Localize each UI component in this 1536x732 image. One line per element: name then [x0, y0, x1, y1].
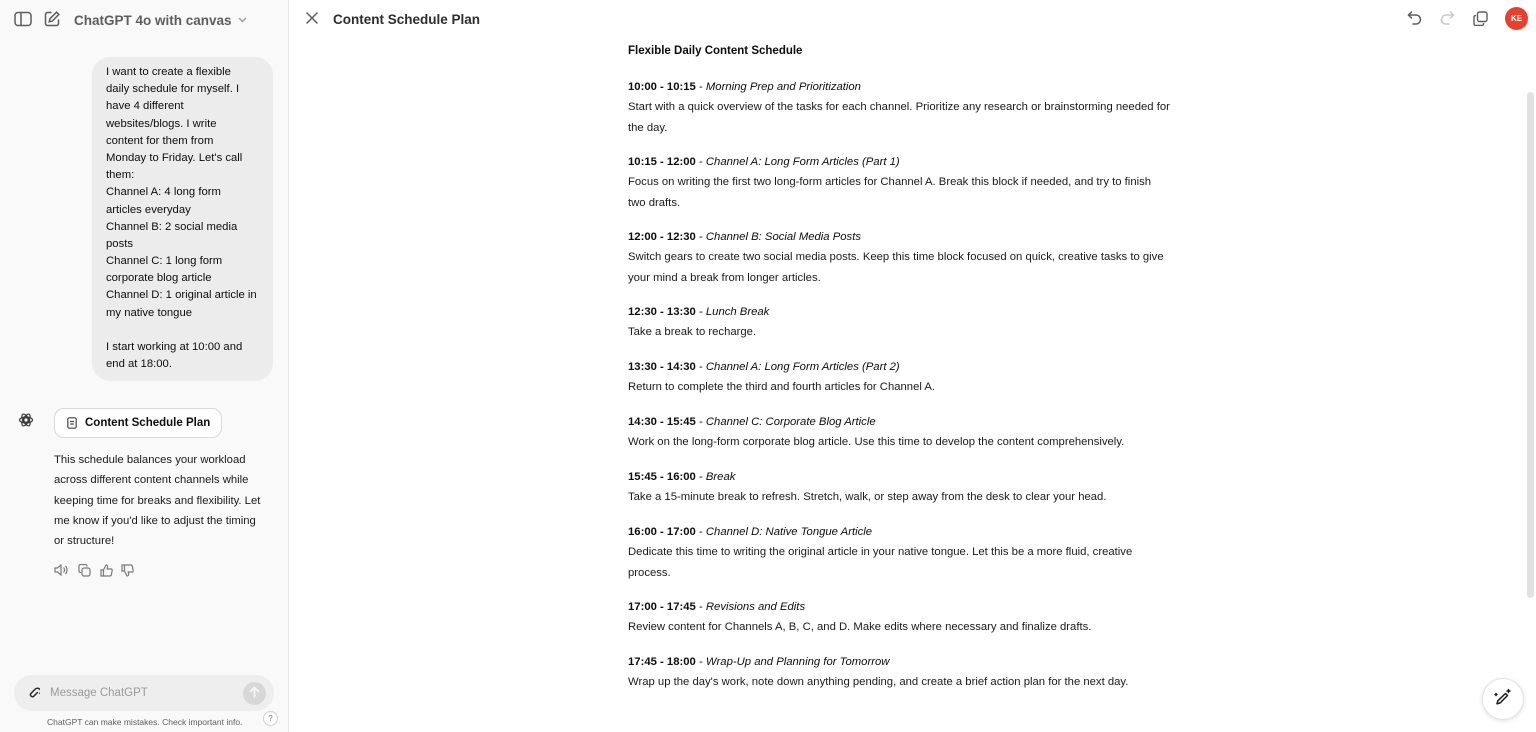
schedule-separator: - [695, 656, 706, 668]
user-message-line: them: [106, 169, 135, 182]
schedule-description [628, 247, 1208, 288]
schedule-block-heading [628, 414, 1208, 430]
schedule-block-heading [628, 469, 1208, 485]
schedule-title: Channel A: Long Form Articles (Part 2) [705, 361, 900, 373]
schedule-time: 10:00 - 10:15 [628, 81, 696, 93]
schedule-block-heading [628, 359, 1208, 375]
schedule-block-heading [628, 304, 1208, 320]
message-input[interactable] [50, 683, 230, 703]
schedule-block-heading [628, 229, 1208, 245]
schedule-separator: - [695, 601, 706, 613]
schedule-block [628, 154, 1208, 213]
schedule-block [628, 469, 1208, 508]
schedule-description-line: two drafts. [628, 196, 681, 209]
schedule-title: Channel A: Long Form Articles (Part 1) [705, 156, 900, 168]
user-message-line: corporate blog article [106, 272, 212, 285]
schedule-description [628, 617, 1208, 638]
schedule-description-line: the day. [628, 121, 668, 134]
schedule-title: Break [705, 471, 736, 483]
user-message-line: my native tongue [106, 306, 193, 319]
schedule-block-heading [628, 654, 1208, 670]
schedule-time: 17:00 - 17:45 [628, 601, 696, 613]
schedule-description-line: Focus on writing the first two long-form articles for Channel A. Break this block if needed, and try to finish [628, 176, 1152, 188]
thumbs-up-icon[interactable] [98, 562, 114, 578]
schedule-description-line: Switch gears to create two social media posts. Keep this time block focused on quick, creative tasks to give [628, 251, 1164, 263]
schedule-block-heading [628, 524, 1208, 540]
schedule-description-line: process. [628, 566, 671, 579]
schedule-block [628, 304, 1208, 343]
user-message-line: Channel A: 4 long form [106, 186, 221, 199]
undo-icon[interactable] [1405, 9, 1423, 27]
document-heading: Flexible Daily Content Schedule [628, 45, 803, 57]
schedule-block [628, 414, 1208, 453]
copy-icon[interactable] [76, 562, 92, 578]
schedule-description-line: Start with a quick overview of the tasks for each channel. Prioritize any research or brainstorming needed for [628, 101, 1170, 113]
schedule-title: Morning Prep and Prioritization [705, 81, 861, 93]
schedule-description [628, 172, 1208, 213]
schedule-block-heading [628, 79, 1208, 95]
pane-divider[interactable] [288, 0, 289, 732]
scrollbar[interactable] [1527, 92, 1534, 598]
schedule-description-line: Take a 15-minute break to refresh. Stretch, walk, or step away from the desk to clear your head. [628, 491, 1107, 503]
help-button[interactable]: ? [263, 711, 278, 726]
thumbs-down-icon[interactable] [119, 562, 135, 578]
user-message-line: I want to create a flexible [106, 66, 231, 78]
schedule-description-line: Work on the long-form corporate blog article. Use this time to develop the content comprehensively. [628, 436, 1125, 448]
schedule-description-line: Review content for Channels A, B, C, and D. Make edits where necessary and finalize drafts. [628, 621, 1092, 633]
paperclip-icon[interactable] [26, 684, 42, 702]
schedule-block [628, 654, 1208, 693]
pencil-sparkle-icon [1494, 688, 1512, 711]
schedule-time: 16:00 - 17:00 [628, 526, 696, 538]
schedule-time: 10:15 - 12:00 [628, 156, 696, 168]
schedule-description-line: your mind a break from longer articles. [628, 271, 821, 284]
user-message-line: end at 18:00. [106, 358, 172, 371]
schedule-time: 12:00 - 12:30 [628, 231, 696, 243]
schedule-separator: - [695, 471, 706, 483]
assistant-message [54, 450, 276, 551]
schedule-description-line: Return to complete the third and fourth articles for Channel A. [628, 381, 936, 393]
schedule-separator: - [695, 526, 706, 538]
user-message-line: I start working at 10:00 and [106, 341, 243, 353]
schedule-block [628, 229, 1208, 288]
user-message-line: Channel B: 2 social media [106, 220, 238, 233]
schedule-description-line: Dedicate this time to writing the original article in your native tongue. Let this be a more fluid, creative [628, 546, 1133, 558]
schedule-separator: - [695, 81, 706, 93]
schedule-time: 17:45 - 18:00 [628, 656, 696, 668]
open-canvas-button[interactable] [54, 408, 222, 438]
schedule-separator: - [695, 231, 706, 243]
close-icon[interactable] [304, 10, 320, 26]
user-message-line: posts [106, 237, 134, 250]
canvas-title: Content Schedule Plan [333, 12, 481, 27]
arrow-up-icon [249, 685, 260, 703]
schedule-block-heading [628, 154, 1208, 170]
schedule-description-line: Take a break to recharge. [628, 326, 757, 338]
schedule-title: Channel C: Corporate Blog Article [705, 416, 876, 428]
schedule-description [628, 432, 1208, 453]
schedule-block-heading [628, 599, 1208, 615]
schedule-separator: - [695, 306, 706, 318]
new-chat-icon[interactable] [41, 8, 63, 30]
user-message-line: Monday to Friday. Let's call [106, 151, 243, 164]
versions-icon[interactable] [1471, 9, 1489, 27]
sidebar-toggle-icon[interactable] [12, 9, 34, 29]
assistant-message-line: This schedule balances your workload [54, 454, 246, 466]
schedule-title: Channel B: Social Media Posts [705, 231, 861, 243]
schedule-separator: - [695, 416, 706, 428]
disclaimer: ChatGPT can make mistakes. Check important info. [47, 717, 243, 727]
avatar[interactable]: KE [1505, 7, 1528, 30]
schedule-description [628, 322, 1208, 343]
schedule-description [628, 97, 1208, 138]
schedule-time: 12:30 - 13:30 [628, 306, 696, 318]
schedule-title: Channel D: Native Tongue Article [705, 526, 873, 538]
composer [14, 675, 274, 711]
model-selector[interactable] [74, 11, 247, 29]
schedule-time: 15:45 - 16:00 [628, 471, 696, 483]
user-message-line [106, 322, 261, 339]
canvas-chip-label: Content Schedule Plan [85, 417, 211, 429]
assistant-message-line: across different content channels while [54, 474, 249, 487]
schedule-time: 13:30 - 14:30 [628, 361, 696, 373]
user-message-line: Channel C: 1 long form [106, 255, 223, 268]
schedule-block [628, 359, 1208, 398]
user-message-line: websites/blogs. I write [106, 117, 217, 130]
schedule-time: 14:30 - 15:45 [628, 416, 696, 428]
speaker-icon[interactable] [53, 562, 69, 578]
schedule-block [628, 599, 1208, 638]
schedule-block [628, 524, 1208, 583]
schedule-separator: - [695, 361, 706, 373]
schedule-description-line: Wrap up the day's work, note down anything pending, and create a brief action plan for the next day. [628, 676, 1129, 688]
schedule-title: Revisions and Edits [705, 601, 806, 613]
document-icon [67, 417, 77, 429]
schedule-block [628, 79, 1208, 138]
edit-suggestions-button[interactable] [1482, 678, 1524, 720]
user-message [92, 57, 273, 381]
schedule-description [628, 672, 1208, 693]
schedule-title: Wrap-Up and Planning for Tomorrow [705, 656, 890, 668]
chevron-down-icon [238, 15, 247, 26]
schedule-description [628, 377, 1208, 398]
user-message-line: have 4 different [106, 100, 184, 113]
user-message-line: daily schedule for myself. I [106, 83, 240, 96]
user-message-line: articles everyday [106, 203, 191, 216]
assistant-message-line: or structure! [54, 535, 115, 548]
schedule-separator: - [695, 156, 706, 168]
schedule-description [628, 542, 1208, 583]
openai-logo-icon [17, 411, 34, 428]
user-message-line: Channel D: 1 original article in [106, 289, 257, 302]
redo-icon[interactable] [1438, 9, 1456, 27]
user-message-line: content for them from [106, 134, 214, 147]
send-button[interactable] [243, 682, 266, 705]
assistant-message-line: me know if you'd like to adjust the timing [54, 514, 256, 527]
schedule-description [628, 487, 1208, 508]
assistant-message-line: keeping time for breaks and flexibility. Let [54, 494, 261, 507]
model-label: ChatGPT 4o with canvas [74, 12, 232, 28]
chat-pane [0, 0, 288, 732]
schedule-title: Lunch Break [705, 306, 770, 318]
